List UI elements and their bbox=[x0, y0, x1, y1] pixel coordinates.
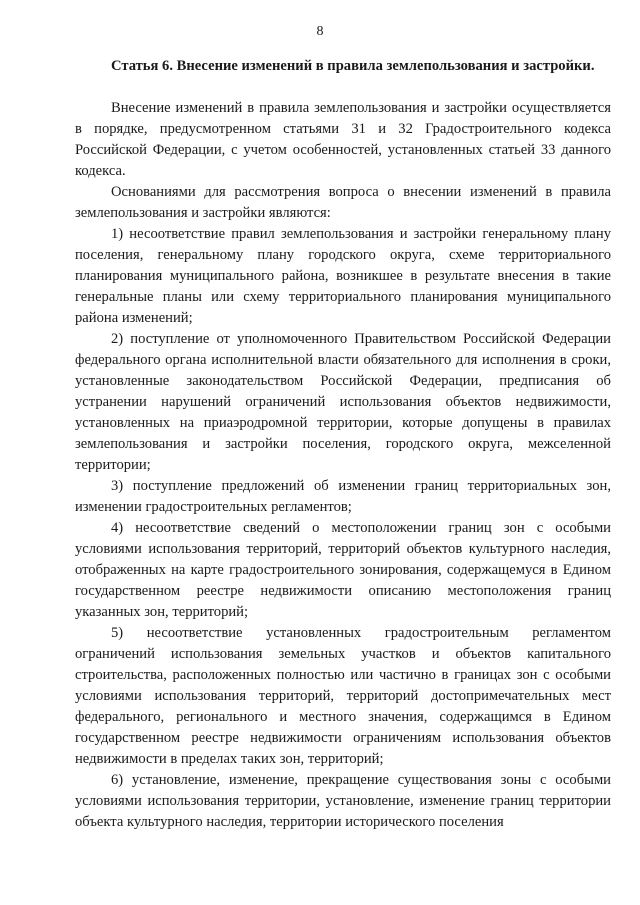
intro-paragraph: Внесение изменений в правила землепользования и застройки осуществляется в порядке, предусмотренном статьями 31 и 32 Градостроительного кодекса Российской Федерации, с учетом особенностей, установленных статьей 33 данного кодекса. bbox=[75, 100, 611, 179]
grounds-item-5: 5) несоответствие установленных градостроительным регламентом ограничений использования земельных участков и объектов капитального строительства, расположенных полностью или частично в границах зон с особыми условиями использования территорий, территорий достопримечательных мест федерального, регионального и местного значения, содержащимся в Едином государственном реестре недвижимости ограничениям использования объектов недвижимости в пределах таких зон, территорий; bbox=[75, 625, 611, 767]
page-number: 8 bbox=[316, 24, 324, 39]
document-body bbox=[75, 56, 611, 833]
grounds-list bbox=[75, 224, 611, 833]
article-heading: Статья 6. Внесение изменений в правила землепользования и застройки. bbox=[111, 58, 595, 74]
grounds-item-3: 3) поступление предложений об изменении границ территориальных зон, изменении градостроительных регламентов; bbox=[75, 478, 611, 515]
grounds-item-6: 6) установление, изменение, прекращение существования зоны с особыми условиями использования территории, установление, изменение границ территории объекта культурного наследия, территории исторического поселения bbox=[75, 772, 611, 830]
grounds-item-4: 4) несоответствие сведений о местоположении границ зон с особыми условиями использования территорий, территорий объектов культурного наследия, отображенных на карте градостроительного зонирования, содержащемуся в Едином государственном реестре недвижимости описанию местоположения границ указанных зон, территорий; bbox=[75, 520, 611, 620]
grounds-lead-paragraph: Основаниями для рассмотрения вопроса о внесении изменений в правила землепользования и застройки являются: bbox=[75, 184, 611, 221]
grounds-item-1: 1) несоответствие правил землепользования и застройки генеральному плану поселения, генеральному плану городского округа, схеме территориального планирования муниципального района, возникшее в результате внесения в такие генеральные планы или схему территориального планирования муниципального района изменений; bbox=[75, 226, 611, 326]
grounds-item-2: 2) поступление от уполномоченного Правительством Российской Федерации федерального органа исполнительной власти обязательного для исполнения в сроки, установленные законодательством Российской Федерации, предписания об устранении нарушений ограничений использования объектов недвижимости, установленных на приаэродромной территории, которые допущены в правилах землепользования и застройки поселения, городского округа, межселенной территории; bbox=[75, 331, 611, 473]
